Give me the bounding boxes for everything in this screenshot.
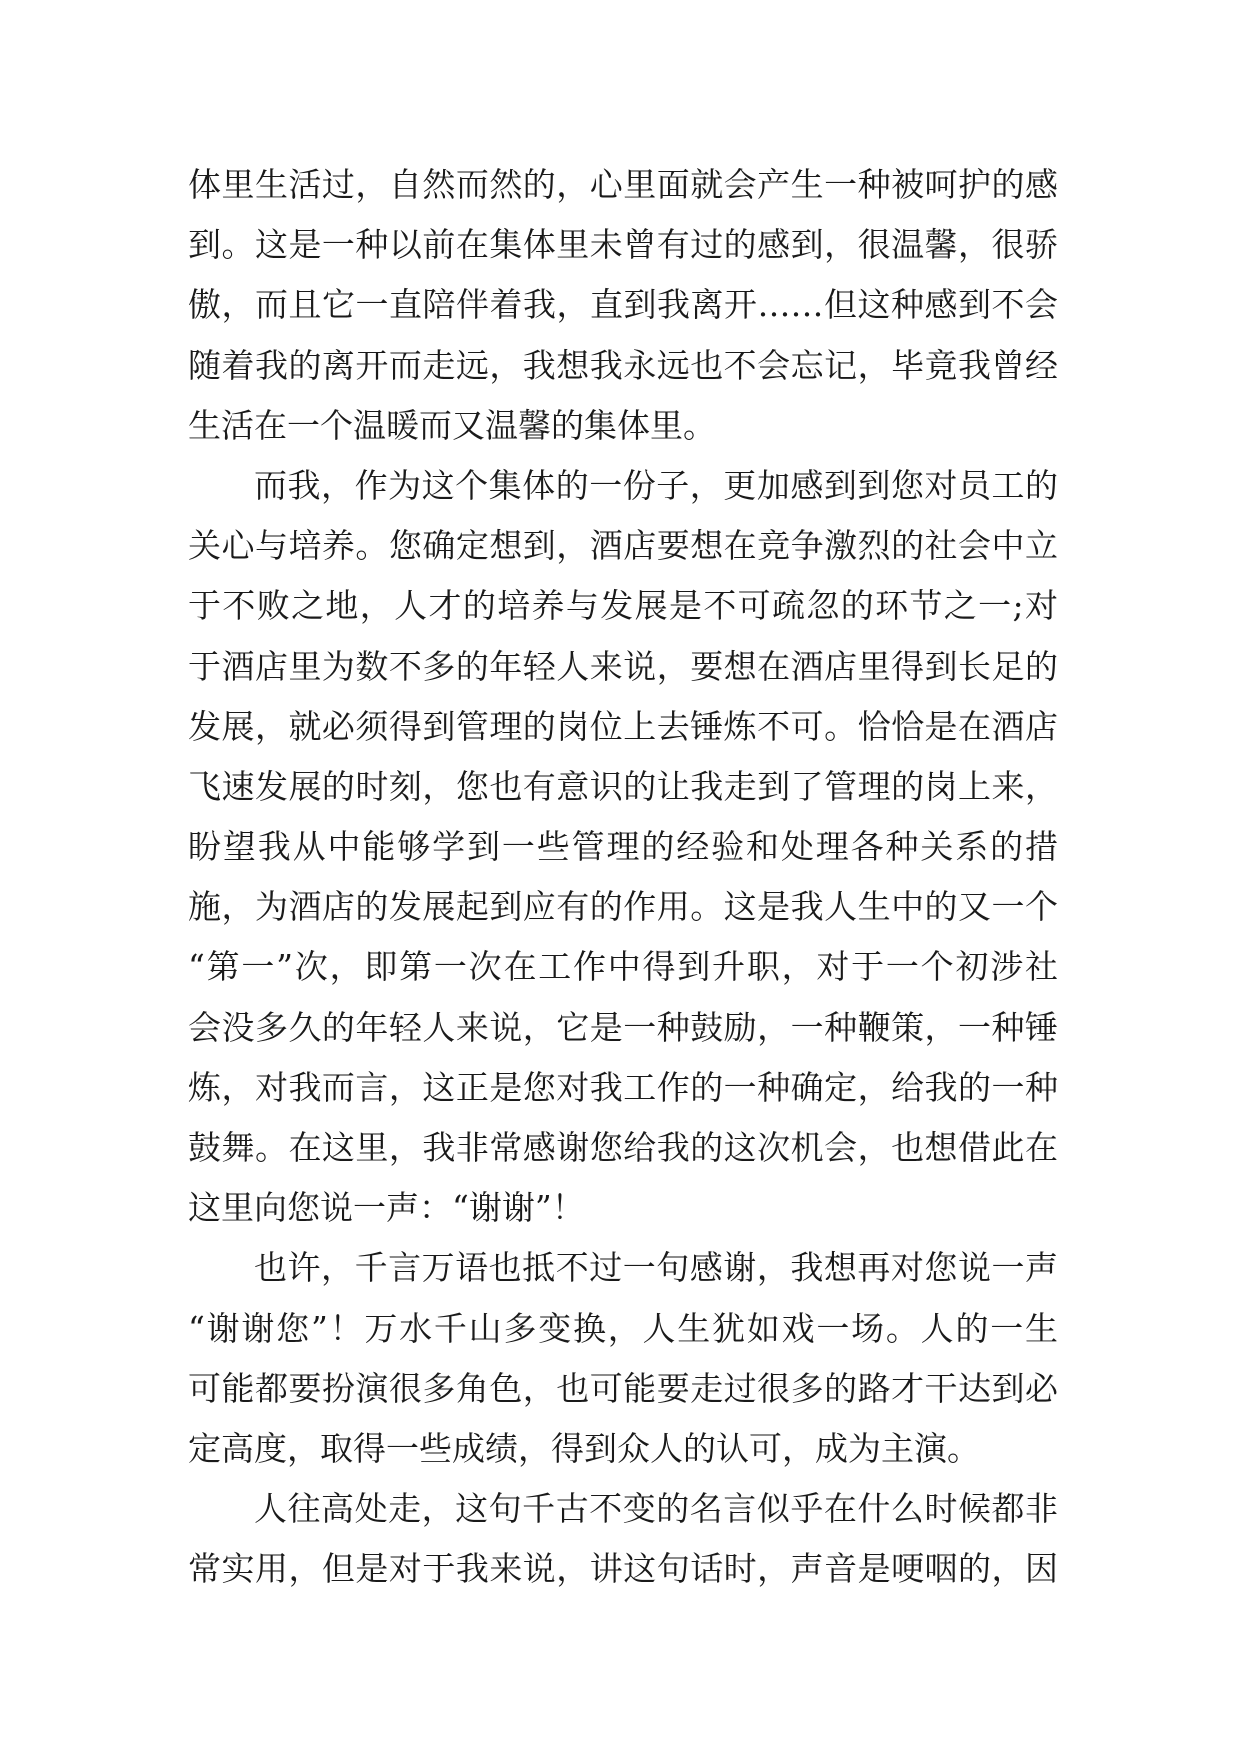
text-line: 会没多久的年轻人来说，它是一种鼓励，一种鞭策，一种锤 bbox=[188, 1007, 1058, 1047]
text-line: 于酒店里为数不多的年轻人来说，要想在酒店里得到长足的 bbox=[188, 646, 1058, 686]
text-line: 体里生活过，自然而然的，心里面就会产生一种被呵护的感 bbox=[188, 165, 1058, 204]
text-line: 到。这是一种以前在集体里未曾有过的感到，很温馨，很骄 bbox=[188, 225, 1058, 265]
text-line: 关心与培养。您确定想到，酒店要想在竞争激烈的社会中立 bbox=[188, 526, 1058, 566]
text-line: 傲，而且它一直陪伴着我，直到我离开……但这种感到不会 bbox=[188, 285, 1058, 325]
paragraph-first-line: 也许，千言万语也抵不过一句感谢，我想再对您说一声 bbox=[254, 1248, 1058, 1288]
text-line: 这里向您说一声：“谢谢”！ bbox=[188, 1188, 585, 1228]
text-line: 炼，对我而言，这正是您对我工作的一种确定，给我的一种 bbox=[188, 1067, 1058, 1107]
body-text bbox=[188, 155, 1058, 1600]
text-line: 发展，就必须得到管理的岗位上去锤炼不可。恰恰是在酒店 bbox=[188, 706, 1058, 746]
text-line: 施，为酒店的发展起到应有的作用。这是我人生中的又一个 bbox=[188, 887, 1058, 927]
text-line: “谢谢您”！万水千山多变换，人生犹如戏一场。人的一生 bbox=[188, 1308, 1058, 1348]
text-line: 定高度，取得一些成绩，得到众人的认可，成为主演。 bbox=[188, 1428, 980, 1468]
text-line: 生活在一个温暖而又温馨的集体里。 bbox=[188, 405, 716, 445]
text-line: 可能都要扮演很多角色，也可能要走过很多的路才干达到必 bbox=[188, 1368, 1058, 1408]
paragraph-first-line: 而我，作为这个集体的一份子，更加感到到您对员工的 bbox=[254, 465, 1058, 505]
text-line: 盼望我从中能够学到一些管理的经验和处理各种关系的措 bbox=[188, 827, 1058, 867]
text-line: 于不败之地，人才的培养与发展是不可疏忽的环节之一;对 bbox=[188, 586, 1058, 626]
text-line: “第一”次，即第一次在工作中得到升职，对于一个初涉社 bbox=[188, 947, 1058, 987]
paragraph-first-line: 人往高处走，这句千古不变的名言似乎在什么时候都非 bbox=[254, 1489, 1058, 1529]
text-line: 鼓舞。在这里，我非常感谢您给我的这次机会，也想借此在 bbox=[188, 1128, 1058, 1167]
text-line: 飞速发展的时刻，您也有意识的让我走到了管理的岗上来， bbox=[188, 766, 1058, 806]
text-line: 常实用，但是对于我来说，讲这句话时，声音是哽咽的，因 bbox=[188, 1549, 1058, 1589]
text-line: 随着我的离开而走远，我想我永远也不会忘记，毕竟我曾经 bbox=[188, 345, 1058, 385]
